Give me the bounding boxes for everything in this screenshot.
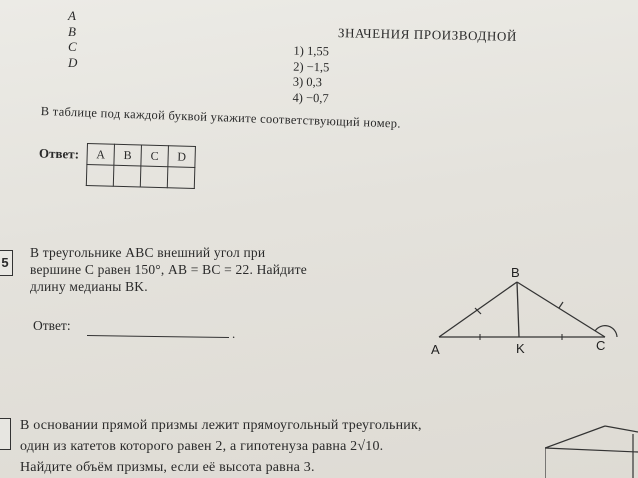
answer-cell-a[interactable] [86, 165, 114, 187]
answer-cell-d[interactable] [167, 167, 195, 189]
median-bk [517, 282, 519, 337]
letter-a: A [68, 8, 76, 23]
letter-c: C [68, 39, 77, 54]
answer-label: Ответ: [38, 145, 80, 162]
label-a: A [431, 342, 440, 357]
problem-6-line-2: один из катетов которого равен 2, а гипотенуза равна 2√10. [20, 439, 384, 454]
problem-6-text [20, 415, 422, 478]
problem-6-line-3: Найдите объём призмы, если её высота равна 3. [20, 460, 315, 475]
label-k: K [516, 341, 525, 356]
answer-table-header-row [87, 144, 196, 168]
exterior-angle-arc [595, 326, 617, 337]
label-c: C [596, 338, 606, 353]
triangle-figure [425, 262, 625, 362]
answer-table-input-row [86, 165, 195, 189]
value-item-1: 1) 1,55 [293, 43, 330, 59]
problem-number-badge: 5 [0, 250, 13, 276]
problem-5-text [30, 244, 307, 295]
problem-5-answer-label: Ответ: [33, 318, 71, 333]
value-item-3: 3) 0,3 [292, 74, 323, 90]
answer-header-c: C [141, 145, 169, 167]
label-b: B [511, 265, 520, 280]
letter-b: B [68, 23, 76, 39]
problem-5-line-1: В треугольнике ABC внешний угол при [30, 245, 266, 260]
prism-edge-1 [545, 426, 605, 448]
letter-column [68, 8, 77, 70]
answer-cell-b[interactable] [113, 165, 141, 187]
value-item-2: 2) −1,5 [293, 59, 330, 74]
prism-edge-2 [605, 426, 638, 432]
answer-header-d: D [168, 146, 196, 168]
derivative-values-list [292, 44, 330, 107]
answer-header-a: A [87, 144, 115, 166]
answer-cell-c[interactable] [140, 166, 168, 188]
answer-header-b: B [114, 144, 142, 166]
problem-5-line-3: длину медианы BK. [30, 279, 148, 294]
problem-6-line-1: В основании прямой призмы лежит прямоугольный треугольник, [20, 418, 422, 433]
letter-d: D [68, 54, 78, 70]
answer-period: . [232, 326, 236, 341]
derivative-values-heading: ЗНАЧЕНИЯ ПРОИЗВОДНОЙ [337, 25, 518, 44]
problem-5-line-2: вершине C равен 150°, AB = BC = 22. Найдите [30, 262, 307, 277]
side-bc [517, 282, 605, 337]
problem-5-answer-line[interactable] [87, 335, 229, 338]
value-item-4: 4) −0,7 [292, 90, 329, 105]
table-instruction: В таблице под каждой буквой укажите соответствующий номер. [40, 104, 402, 131]
answer-table [86, 143, 196, 189]
prism-figure [545, 408, 638, 478]
tick-bc [559, 302, 563, 308]
problem-6-badge [0, 418, 11, 450]
prism-edge-3 [545, 448, 638, 452]
side-ab [439, 282, 517, 337]
